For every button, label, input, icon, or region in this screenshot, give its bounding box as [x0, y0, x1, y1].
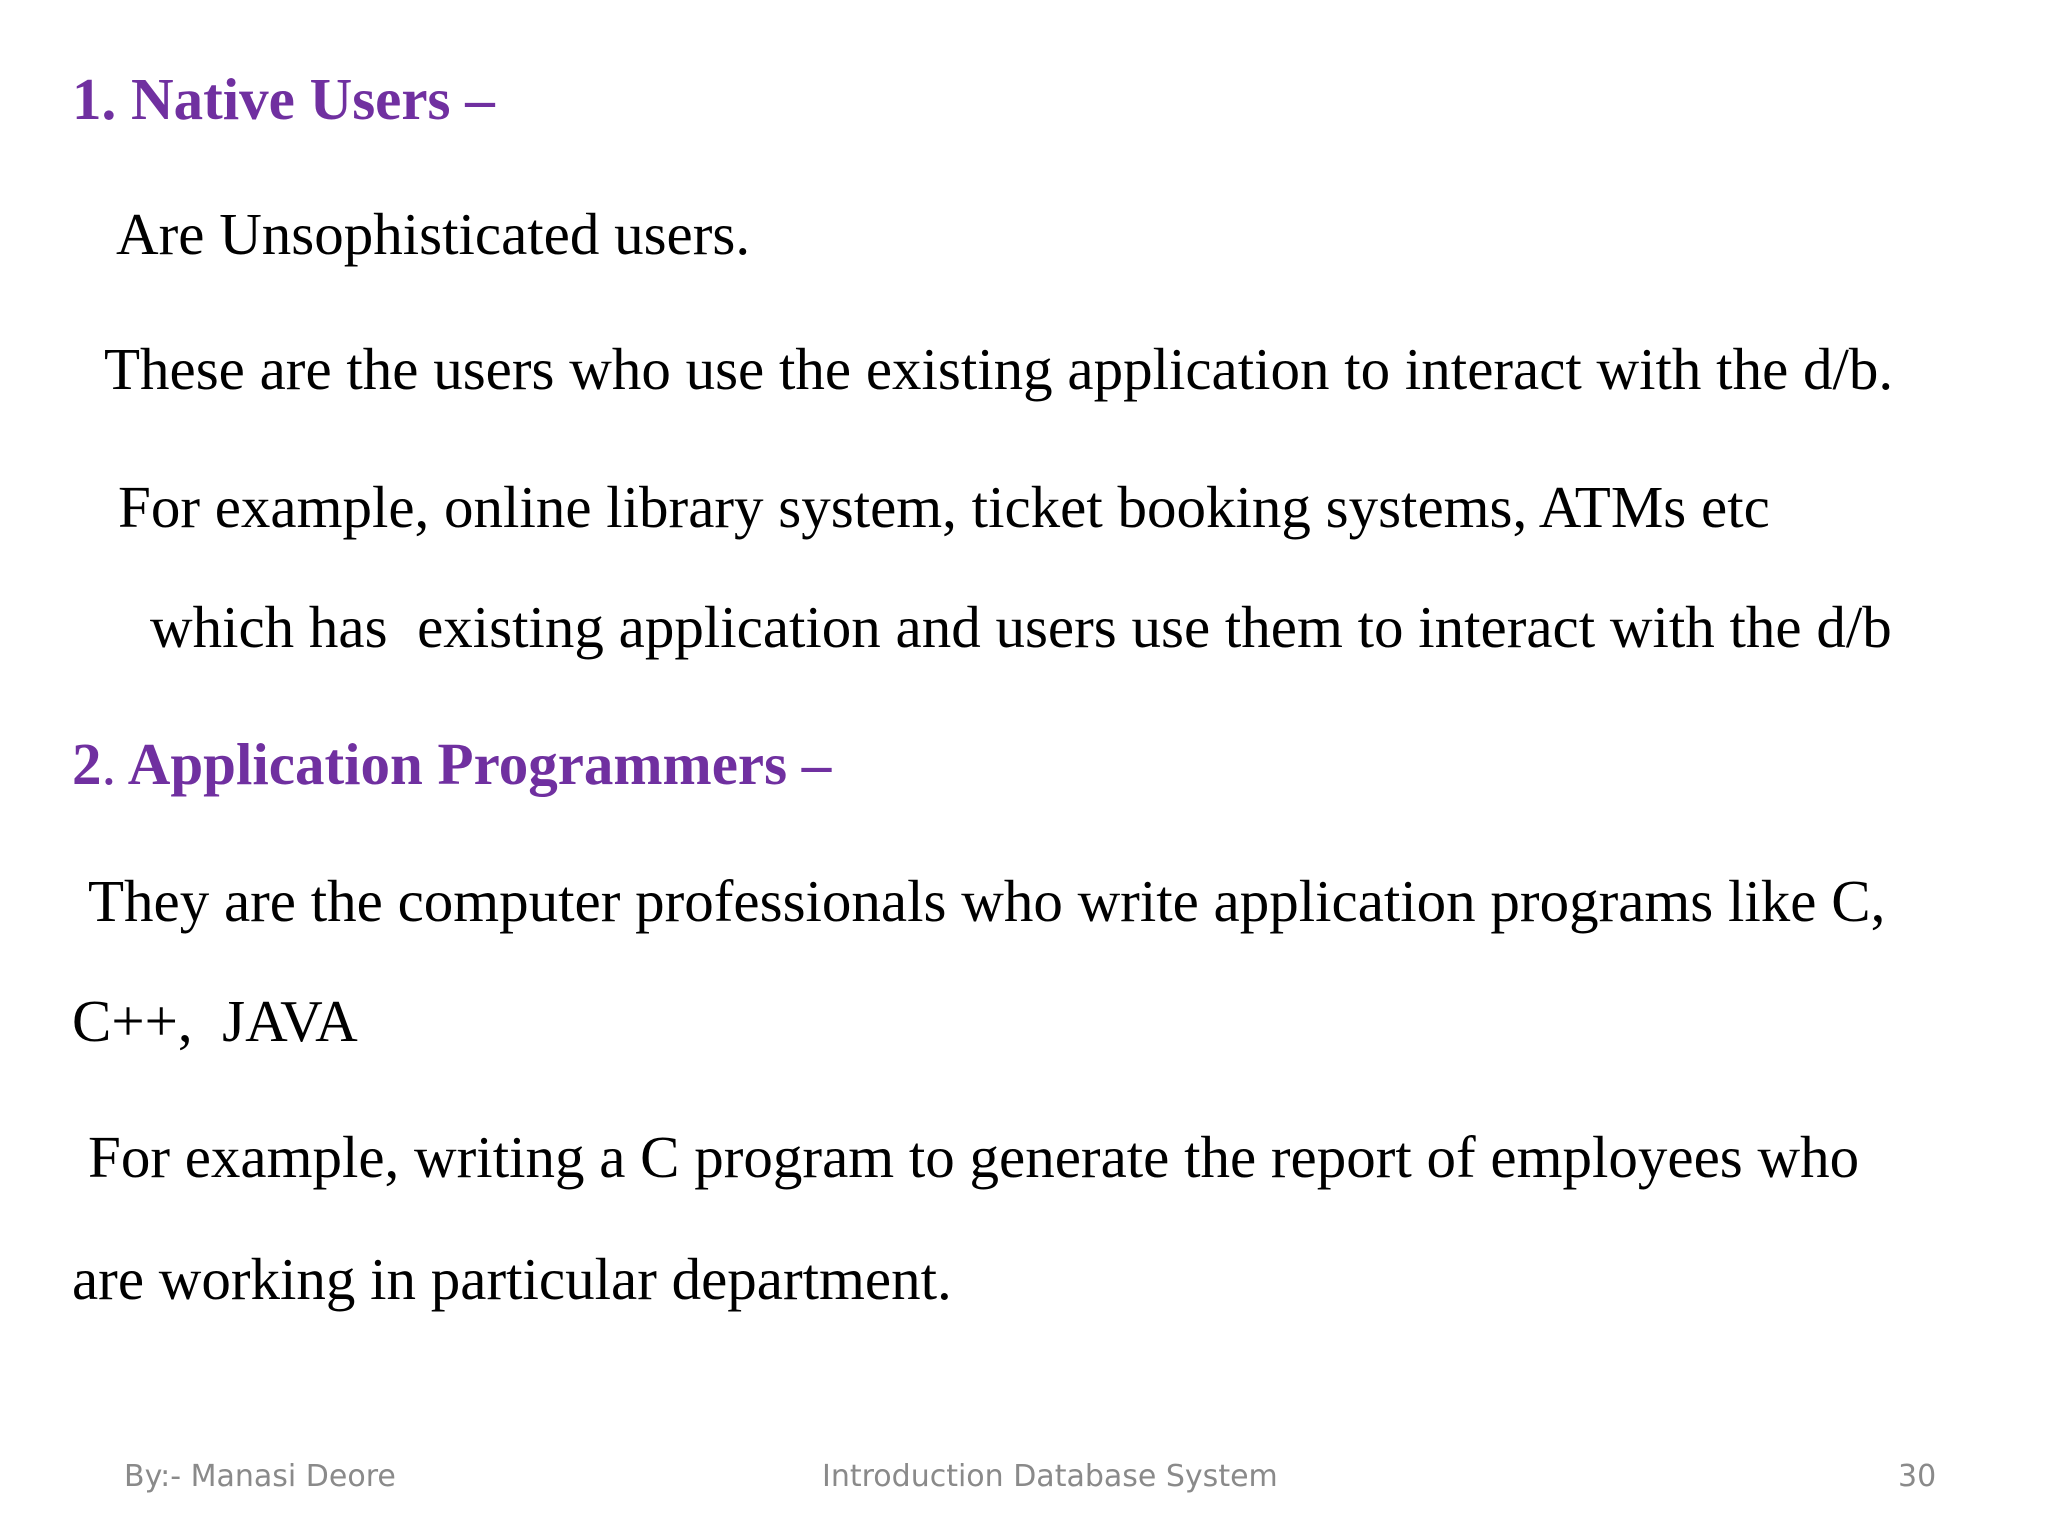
footer-title: Introduction Database System: [822, 1459, 1278, 1494]
footer-page-number: 30: [1898, 1459, 1937, 1494]
section2-line-2: C++, JAVA: [72, 988, 358, 1054]
section2-heading-separator: .: [101, 731, 117, 797]
footer-author: By:- Manasi Deore: [124, 1459, 396, 1494]
section2-line-3: For example, writing a C program to generate the report of employees who: [88, 1124, 1860, 1190]
section1-line-2: These are the users who use the existing application to interact with the d/b.: [104, 336, 1894, 402]
section2-heading-number: 2: [72, 731, 102, 797]
section1-heading: 1. Native Users –: [72, 66, 495, 132]
section1-line-1: Are Unsophisticated users.: [116, 201, 751, 267]
section2-heading-text: Application Programmers –: [116, 731, 832, 797]
section2-line-1: They are the computer professionals who write application programs like C,: [88, 868, 1886, 934]
section1-line-3: For example, online library system, ticket booking systems, ATMs etc: [118, 474, 1770, 540]
section2-line-4: are working in particular department.: [72, 1246, 952, 1312]
section2-heading: [72, 731, 832, 797]
section1-line-4: which has existing application and users use them to interact with the d/b: [150, 594, 1892, 660]
